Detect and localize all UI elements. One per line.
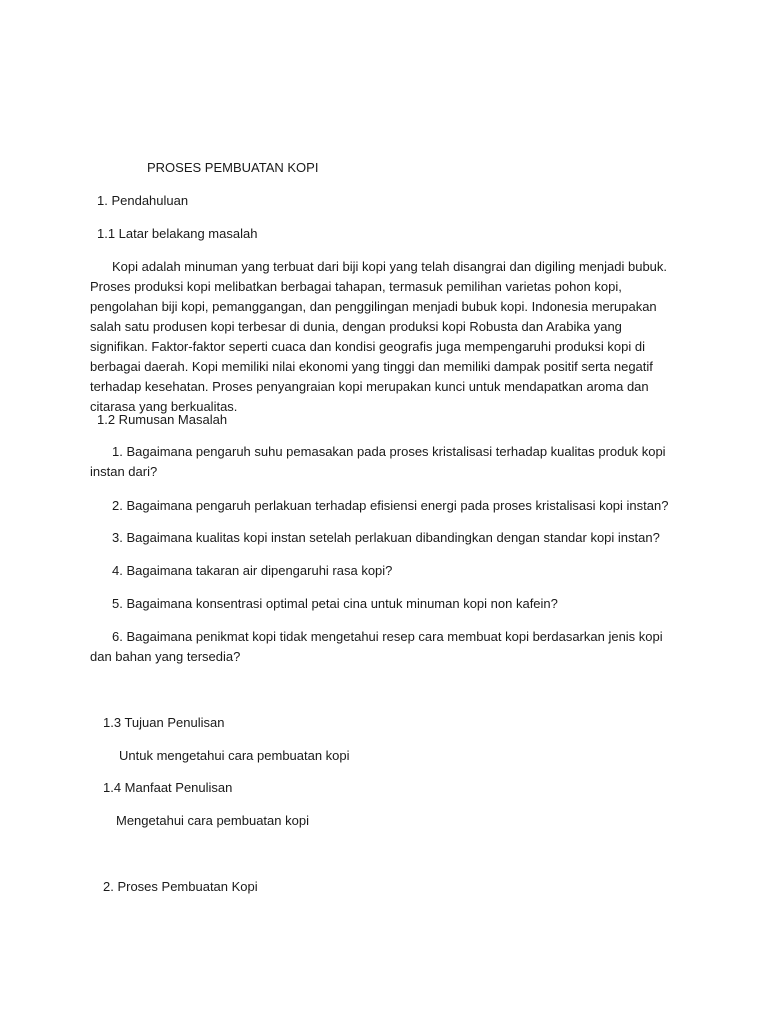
list-item-question-6: 6. Bagaimana penikmat kopi tidak mengetahui resep cara membuat kopi berdasarkan jenis kopi dan bahan yang tersedia? <box>90 629 663 664</box>
subsection-heading-manfaat-penulisan: 1.4 Manfaat Penulisan <box>103 780 233 795</box>
list-item-question-4: 4. Bagaimana takaran air dipengaruhi rasa kopi? <box>112 563 393 578</box>
section-heading-proses-pembuatan: 2. Proses Pembuatan Kopi <box>103 879 258 894</box>
subsection-heading-tujuan-penulisan: 1.3 Tujuan Penulisan <box>103 715 225 730</box>
list-item-question-2: 2. Bagaimana pengaruh perlakuan terhadap efisiensi energi pada proses kristalisasi kopi instan? <box>112 498 669 513</box>
text-manfaat-penulisan: Mengetahui cara pembuatan kopi <box>116 813 309 828</box>
subsection-heading-rumusan-masalah: 1.2 Rumusan Masalah <box>97 412 228 427</box>
list-item-question-5: 5. Bagaimana konsentrasi optimal petai cina untuk minuman kopi non kafein? <box>112 596 558 611</box>
paragraph-latar-belakang: Kopi adalah minuman yang terbuat dari biji kopi yang telah disangrai dan digiling menjadi bubuk. Proses produksi kopi melibatkan berbagai tahapan, termasuk pemilihan varietas pohon kopi, pengolahan biji kopi, pemanggangan, dan penggilingan menjadi bubuk kopi. Indonesia merupakan salah satu produsen kopi terbesar di dunia, dengan produksi kopi Robusta dan Arabika yang signifikan. Faktor-faktor seperti cuaca dan kondisi geografis juga mempengaruhi produksi kopi di berbagai daerah. Kopi memiliki nilai ekonomi yang tinggi dan memiliki dampak positif serta negatif terhadap kesehatan. Proses penyangraian kopi merupakan kunci untuk mendapatkan aroma dan citarasa yang berkualitas. <box>90 259 668 414</box>
list-item-question-1: 1. Bagaimana pengaruh suhu pemasakan pada proses kristalisasi terhadap kualitas produk kopi instan dari? <box>90 444 666 479</box>
text-tujuan-penulisan: Untuk mengetahui cara pembuatan kopi <box>119 748 350 763</box>
list-item-question-3: 3. Bagaimana kualitas kopi instan setelah perlakuan dibandingkan dengan standar kopi instan? <box>112 530 660 545</box>
subsection-heading-latar-belakang: 1.1 Latar belakang masalah <box>97 226 258 241</box>
section-heading-pendahuluan: 1. Pendahuluan <box>97 193 189 208</box>
document-title: PROSES PEMBUATAN KOPI <box>147 160 319 175</box>
